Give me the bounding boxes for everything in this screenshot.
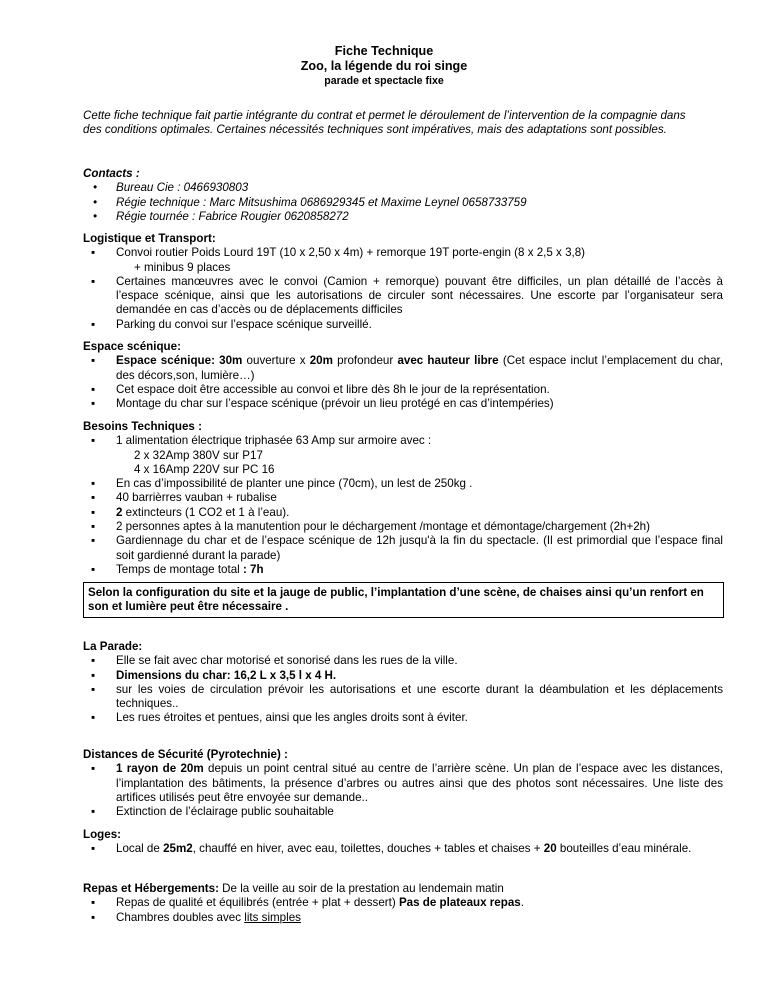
- list-item: ▪ Gardiennage du char et de l’espace scénique de 12h jusqu'à la fin du spectacle. (Il est primordial que l’espace final soit gardienné durant la parade): [91, 534, 723, 562]
- document-title: Fiche Technique: [334, 44, 434, 58]
- bullet-icon: ▪: [91, 654, 96, 668]
- loges-list: [83, 842, 723, 856]
- espace-list: [83, 354, 723, 411]
- list-item: ▪ Cet espace doit être accessible au convoi et libre dès 8h le jour de la représentation.: [91, 382, 550, 396]
- bullet-icon: ▪: [91, 896, 96, 910]
- show-title: Zoo, la légende du roi singe: [300, 59, 468, 73]
- distances-list: [83, 762, 723, 819]
- parade-list: [83, 654, 723, 725]
- parade-section: [83, 640, 723, 726]
- repas-list: [83, 896, 723, 925]
- bullet-icon: ▪: [91, 354, 96, 368]
- list-item: ▪ Parking du convoi sur l’espace scénique surveillé.: [91, 317, 372, 331]
- espace-title: Espace scénique:: [83, 340, 181, 353]
- list-item: ▪ En cas d’impossibilité de planter une pince (70cm), un lest de 250kg .: [91, 477, 473, 491]
- notice-box: Selon la configuration du site et la jauge de public, l’implantation d’une scène, de chaises ainsi qu’un renfort en son et lumière peut être nécessaire .: [83, 582, 724, 618]
- contacts-title: Contacts :: [83, 167, 140, 180]
- logistique-section: [83, 232, 723, 332]
- list-item: ▪ Repas de qualité et équilibrés (entrée + plat + dessert) Pas de plateaux repas.: [91, 896, 524, 910]
- bullet-icon: ▪: [91, 762, 96, 776]
- bullet-icon: •: [93, 181, 98, 195]
- besoins-section: [83, 420, 723, 577]
- list-item: ▪ 40 barrièrres vauban + rubalise: [91, 491, 277, 505]
- contact-item: • Bureau Cie : 0466930803: [93, 181, 249, 195]
- bullet-icon: ▪: [91, 910, 96, 924]
- list-item: ▪ Local de 25m2, chauffé en hiver, avec eau, toilettes, douches + tables et chaises + 20 bouteilles d’eau minérale.: [91, 842, 692, 856]
- header: [0, 44, 768, 88]
- bullet-icon: ▪: [91, 842, 96, 856]
- bullet-icon: •: [93, 195, 98, 209]
- loges-title: Loges:: [83, 828, 122, 841]
- bullet-icon: ▪: [91, 246, 96, 260]
- list-item: ▪ 1 rayon de 20m depuis un point central situé au centre de l’arrière scène. Un plan de l’espace avec les distances, l’implantation des bâtiments, la présence d’arbres ou autres ainsi que des photos sont nécessaires. Une liste des artifices utilisés peut être envoyée sur demande..: [91, 762, 723, 804]
- contact-item: • Régie technique : Marc Mitsushima 0686929345 et Maxime Leynel 0658733759: [93, 195, 527, 209]
- list-item: ▪ Temps de montage total : 7h: [91, 562, 264, 576]
- list-item: ▪ Les rues étroites et pentues, ainsi que les angles droits sont à éviter.: [91, 711, 468, 725]
- list-item: ▪ Extinction de l’éclairage public souhaitable: [91, 805, 334, 819]
- list-item: ▪ Chambres doubles avec lits simples: [91, 910, 301, 924]
- list-item: ▪ Certaines manœuvres avec le convoi (Camion + remorque) pouvant être difficiles, un plan détaillé de l’accès à l’espace scénique, ainsi que les autorisations de circuler sont nécessaires. Une escorte par l’organisateur sera demandée en cas d’accès ou de déplacements difficiles: [91, 274, 723, 317]
- bullet-icon: ▪: [91, 274, 96, 288]
- bullet-icon: ▪: [91, 505, 96, 519]
- contacts-list: [83, 181, 723, 224]
- bullet-icon: ▪: [91, 711, 96, 725]
- list-item: ▪ sur les voies de circulation prévoir les autorisations et une escorte durant la déambulation et les déplacements techniques..: [91, 682, 723, 711]
- bullet-icon: ▪: [91, 668, 96, 682]
- list-item: ▪ Espace scénique: 30m ouverture x 20m profondeur avec hauteur libre (Cet espace inclut l’emplacement du char, des décors,son, lumière…): [91, 354, 723, 382]
- list-item: ▪ Convoi routier Poids Lourd 19T (10 x 2,50 x 4m) + remorque 19T porte-engin (8 x 2,5 x 3,8) + minibus 9 places: [91, 246, 586, 274]
- bullet-icon: ▪: [91, 477, 96, 491]
- bullet-icon: ▪: [91, 534, 96, 548]
- list-item: ▪ Dimensions du char: 16,2 L x 3,5 l x 4 H.: [91, 668, 337, 682]
- bullet-icon: ▪: [91, 520, 96, 534]
- besoins-title: Besoins Techniques :: [83, 420, 202, 433]
- list-item: ▪ 2 personnes aptes à la manutention pour le déchargement /montage et démontage/chargement (2h+2h): [91, 520, 650, 534]
- repas-section: [83, 882, 723, 925]
- list-item: ▪ Elle se fait avec char motorisé et sonorisé dans les rues de la ville.: [91, 654, 458, 668]
- contacts-section: [83, 167, 723, 224]
- list-item: ▪ 1 alimentation électrique triphasée 63 Amp sur armoire avec : 2 x 32Amp 380V sur P17 4 x 16Amp 220V sur PC 16: [91, 434, 432, 476]
- bullet-icon: ▪: [91, 382, 96, 396]
- repas-title: Repas et Hébergements:: [83, 882, 219, 895]
- bullet-icon: ▪: [91, 434, 96, 448]
- parade-title: La Parade:: [83, 640, 143, 653]
- besoins-list: [83, 434, 723, 577]
- distances-title: Distances de Sécurité (Pyrotechnie) :: [83, 748, 288, 761]
- logistique-title: Logistique et Transport:: [83, 232, 216, 245]
- bullet-icon: ▪: [91, 562, 96, 576]
- espace-section: [83, 340, 723, 411]
- bullet-icon: ▪: [91, 317, 96, 331]
- distances-section: [83, 748, 723, 819]
- intro-paragraph: Cette fiche technique fait partie intégrante du contrat et permet le déroulement de l’intervention de la compagnie dans des conditions optimales. Certaines nécessités techniques sont impératives, mais des adaptations sont possibles.: [83, 109, 686, 137]
- list-item: ▪ Montage du char sur l’espace scénique (prévoir un lieu protégé en cas d’intempéries): [91, 397, 554, 411]
- show-tagline: parade et spectacle fixe: [324, 75, 444, 87]
- logistique-list: [83, 246, 723, 332]
- bullet-icon: ▪: [91, 491, 96, 505]
- list-item: ▪ 2 extincteurs (1 CO2 et 1 à l’eau).: [91, 505, 290, 519]
- loges-section: [83, 828, 723, 857]
- repas-heading: Repas et Hébergements: De la veille au soir de la prestation au lendemain matin: [83, 882, 504, 895]
- bullet-icon: •: [93, 209, 98, 223]
- contact-item: • Régie tournée : Fabrice Rougier 0620858272: [93, 209, 349, 223]
- bullet-icon: ▪: [91, 682, 96, 696]
- bullet-icon: ▪: [91, 397, 96, 411]
- bullet-icon: ▪: [91, 805, 96, 819]
